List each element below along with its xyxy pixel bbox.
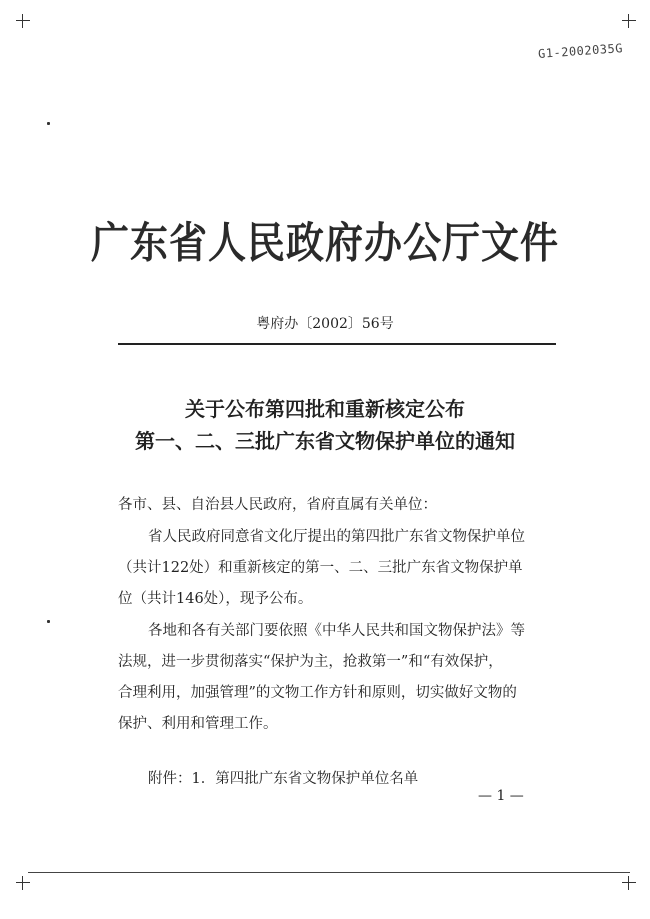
paragraph-2-line: 各地和各有关部门要依照《中华人民共和国文物保护法》等 [148, 623, 525, 639]
paragraph-2-line: 保护、利用和管理工作。 [118, 716, 278, 732]
scan-speck [47, 122, 50, 125]
page-number: — 1 — [478, 788, 524, 804]
crop-mark-top-left [16, 14, 30, 28]
crop-mark-bottom-right [622, 876, 636, 890]
crop-mark-top-right [622, 14, 636, 28]
paragraph-1-line: （共计122处）和重新核定的第一、二、三批广东省文物保护单 [118, 560, 523, 576]
document-number: 粤府办〔2002〕56号 [256, 316, 394, 332]
header-divider [118, 343, 556, 345]
paragraph-1-line: 位（共计146处），现予公布。 [118, 591, 313, 607]
footer-divider [28, 872, 630, 873]
scan-speck [47, 620, 50, 623]
paragraph-1-line: 省人民政府同意省文化厅提出的第四批广东省文物保护单位 [148, 529, 525, 545]
paragraph-2-line: 合理利用，加强管理”的文物工作方针和原则，切实做好文物的 [118, 685, 517, 701]
notice-title-line-1: 关于公布第四批和重新核定公布 [185, 397, 465, 421]
crop-mark-bottom-left [16, 876, 30, 890]
addressee: 各市、县、自治县人民政府，省府直属有关单位： [118, 497, 437, 513]
document-header-title: 广东省人民政府办公厅文件 [90, 218, 559, 268]
paragraph-2-line: 法规，进一步贯彻落实“保护为主，抢救第一”和“有效保护， [118, 654, 503, 670]
notice-title-line-2: 第一、二、三批广东省文物保护单位的通知 [135, 429, 515, 453]
attachment-line: 附件：1．第四批广东省文物保护单位名单 [148, 771, 419, 787]
handwritten-note: G1-2002035G [537, 41, 624, 61]
